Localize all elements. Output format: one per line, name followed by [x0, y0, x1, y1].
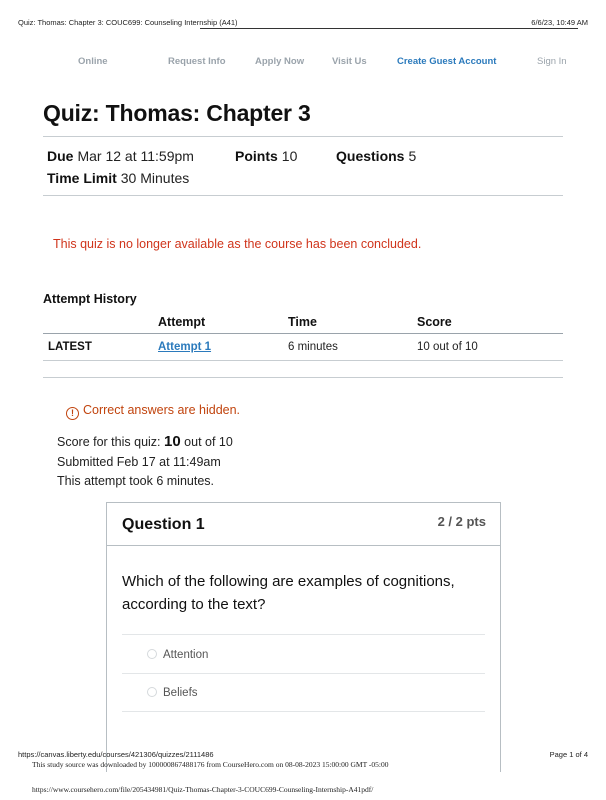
attempt-history-title: Attempt History [43, 292, 137, 306]
question-points: 2 / 2 pts [437, 514, 486, 529]
question-text: Which of the following are examples of cognitions, according to the text? [122, 573, 455, 613]
attempt-time: 6 minutes [288, 341, 338, 353]
nav-sign-in-link[interactable]: Sign In [537, 56, 567, 67]
score-prefix: Score for this quiz: [57, 435, 161, 449]
points-label: Points [235, 148, 278, 164]
print-page-title: Quiz: Thomas: Chapter 3: COUC699: Counseling Internship (A41) [18, 18, 238, 27]
history-header-rule [43, 333, 563, 334]
history-row-rule [43, 360, 563, 361]
time-limit-label: Time Limit [47, 170, 117, 186]
meta-divider [43, 195, 563, 196]
print-url: https://canvas.liberty.edu/courses/421306/quizzes/2111486 [18, 750, 214, 759]
submitted-time: Submitted Feb 17 at 11:49am [57, 455, 221, 469]
answer-divider [122, 634, 485, 635]
radio-icon[interactable] [147, 687, 157, 697]
page-title: Quiz: Thomas: Chapter 3 [43, 100, 311, 126]
questions-label: Questions [336, 148, 405, 164]
due-value: Mar 12 at 11:59pm [77, 148, 194, 164]
attempt-link[interactable]: Attempt 1 [158, 341, 212, 353]
history-header-score: Score [417, 315, 452, 329]
print-datetime: 6/6/23, 10:49 AM [531, 18, 588, 27]
quiz-unavailable-notice: This quiz is no longer available as the course has been concluded. [53, 237, 422, 251]
print-header-rule [200, 28, 578, 29]
question-title: Question 1 [122, 516, 205, 533]
attempt-duration: This attempt took 6 minutes. [57, 474, 215, 488]
nav-create-guest-account-link[interactable]: Create Guest Account [397, 56, 497, 67]
quiz-questions [336, 148, 416, 164]
answer-option[interactable] [147, 687, 198, 699]
question-card [106, 502, 501, 772]
history-bottom-rule [43, 377, 563, 378]
answer-divider [122, 711, 485, 712]
time-limit-value: 30 Minutes [120, 170, 190, 186]
print-footer [18, 750, 588, 759]
nav-apply-now-link[interactable]: Apply Now [255, 56, 305, 67]
answers-hidden-notice [66, 403, 240, 420]
nav-visit-us-link[interactable]: Visit Us [332, 56, 367, 67]
history-header-time: Time [288, 315, 317, 329]
title-divider [43, 136, 563, 137]
nav-request-info-link[interactable]: Request Info [168, 56, 226, 67]
score-summary [57, 433, 233, 450]
questions-value: 5 [408, 148, 417, 164]
exclamation-circle-icon: ! [66, 407, 79, 420]
latest-tag: LATEST [48, 341, 92, 353]
quiz-due [47, 148, 194, 164]
quiz-points [235, 148, 297, 164]
top-nav [0, 56, 606, 70]
score-suffix: out of 10 [184, 435, 233, 449]
radio-icon[interactable] [147, 649, 157, 659]
due-label: Due [47, 148, 74, 164]
history-header-attempt: Attempt [158, 315, 206, 329]
points-value: 10 [281, 148, 298, 164]
score-value: 10 [164, 433, 181, 450]
quiz-time-limit [47, 170, 189, 186]
answer-option[interactable] [147, 649, 208, 661]
nav-online-link[interactable]: Online [78, 56, 108, 67]
print-page-number: Page 1 of 4 [549, 750, 588, 759]
answer-label: Attention [163, 649, 209, 661]
answer-label: Beliefs [163, 687, 198, 699]
answers-hidden-text: Correct answers are hidden. [83, 403, 241, 417]
download-source-line: This study source was downloaded by 100000867488176 from CourseHero.com on 08-08-2023 15:00:00 GMT -05:00 [32, 760, 389, 769]
answer-divider [122, 673, 485, 674]
download-source-url: https://www.coursehero.com/file/205434981/Quiz-Thomas-Chapter-3-COUC699-Counseling-Internship-A41pdf/ [32, 785, 374, 794]
attempt-score: 10 out of 10 [417, 341, 478, 353]
question-header [107, 503, 500, 546]
